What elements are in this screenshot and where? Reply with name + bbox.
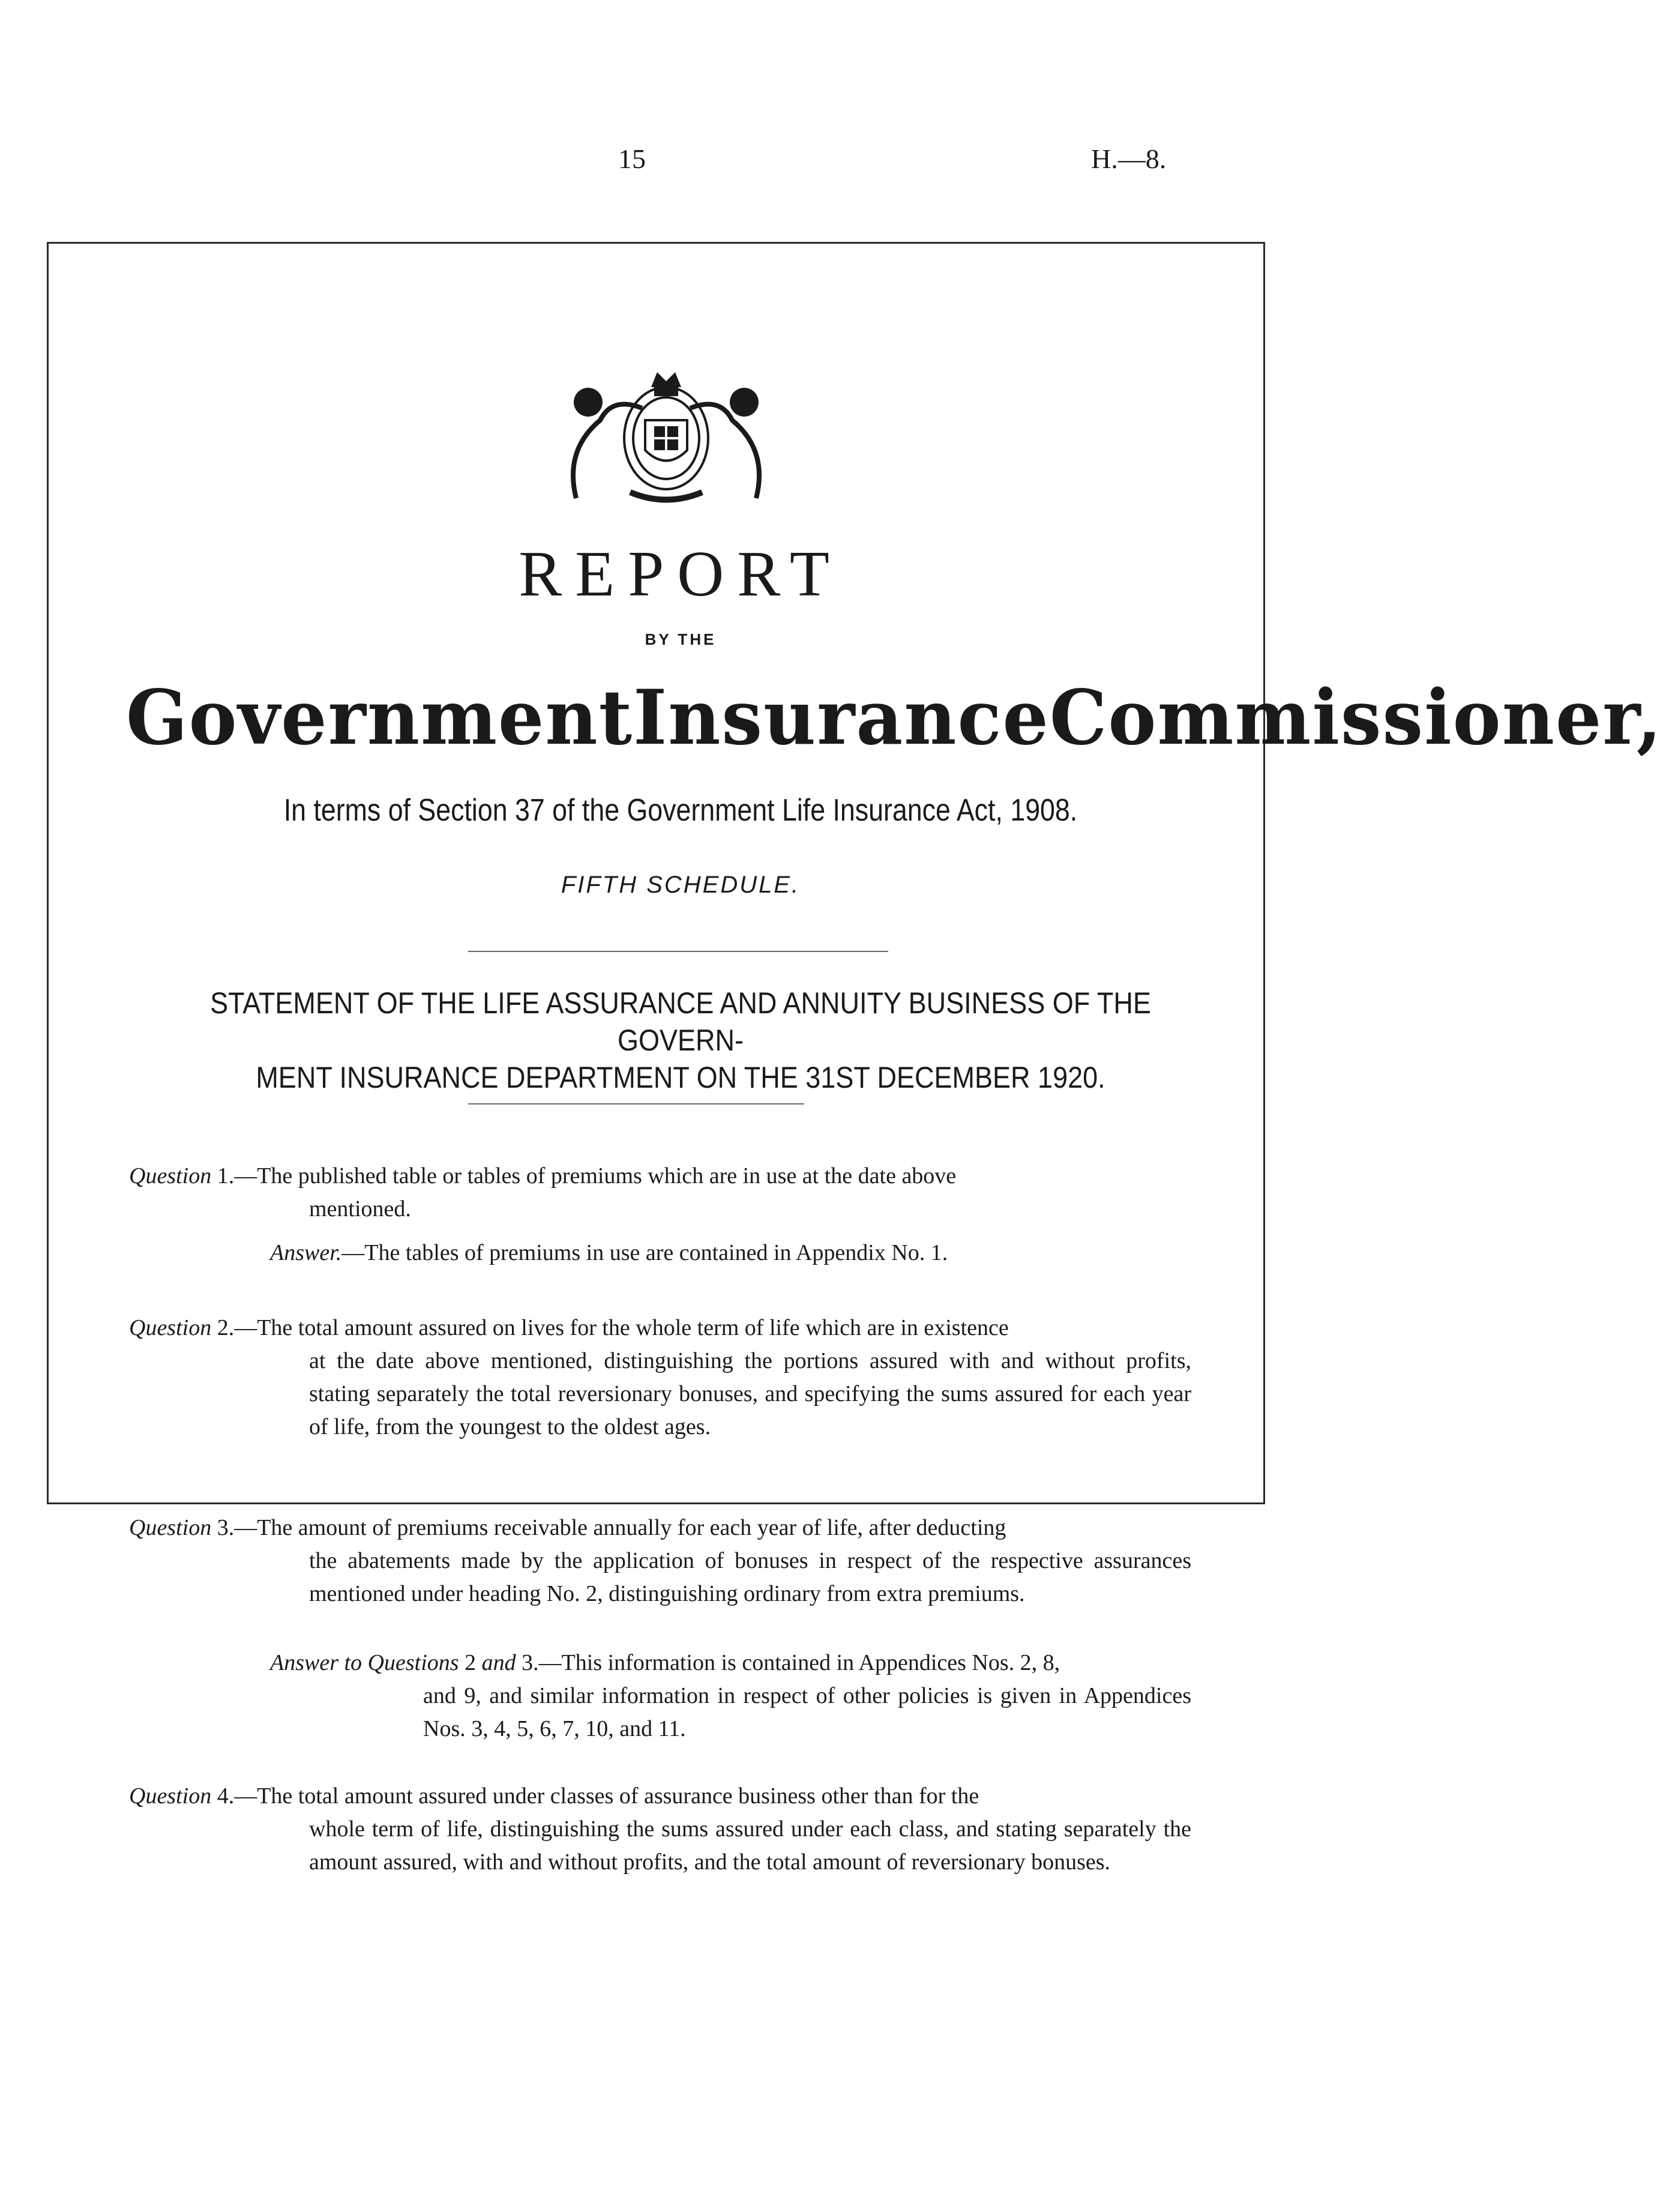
answer-label-number: 2: [465, 1650, 477, 1675]
question-text-continued: whole term of life, distinguishing the sums assured under each class, and stating separately the amount assured, with and without profits, and the total amount of reversionary bonuses.: [309, 1816, 1191, 1875]
question-text-continued: the abatements made by the application of bonuses in respect of the respective assurances mentioned under heading No. 2, distinguishing ordinary from extra premiums.: [309, 1548, 1191, 1606]
answer-label: Answer.: [270, 1240, 342, 1265]
question-label: Question: [129, 1515, 212, 1540]
question-number: 4.: [217, 1783, 235, 1809]
answer-2-and-3: [270, 1647, 1191, 1746]
question-3: [129, 1511, 1191, 1611]
by-the-label: BY THE: [645, 630, 717, 648]
divider: [468, 951, 888, 952]
question-2: [129, 1312, 1191, 1444]
statement-line-2: MENT INSURANCE DEPARTMENT ON THE 31ST DECEMBER 1920.: [256, 1061, 1105, 1094]
question-text-continued: mentioned.: [309, 1196, 411, 1222]
answer-label: Answer to Questions: [270, 1650, 459, 1675]
answer-label-number: 3.: [522, 1650, 539, 1675]
answer-text: —The tables of premiums in use are contained in Appendix No. 1.: [341, 1240, 948, 1265]
question-label: Question: [129, 1783, 212, 1809]
report-title: REPORT: [519, 538, 843, 610]
gothic-word-insurance: Insurance: [633, 672, 1050, 762]
commissioner-title: [126, 664, 1663, 771]
gothic-word-government: Government: [126, 672, 634, 762]
question-text: —The amount of premiums receivable annually for each year of life, after deducting: [234, 1515, 1006, 1540]
act-reference: In terms of Section 37 of the Government Life Insurance Act, 1908.: [283, 793, 1078, 828]
coat-of-arms-emblem: [540, 360, 792, 510]
question-text-continued: at the date above mentioned, distinguishing the portions assured with and without profits, stating separately the total reversionary bonuses, and specifying the sums assured for each year of life, from the youngest to the oldest ages.: [309, 1348, 1191, 1439]
question-number: 1.: [217, 1163, 235, 1189]
statement-line-1: STATEMENT OF THE LIFE ASSURANCE AND ANNUITY BUSINESS OF THE GOVERN-: [210, 986, 1151, 1057]
question-label: Question: [129, 1163, 212, 1189]
page-number: 15: [618, 143, 646, 174]
answer-1: [270, 1240, 948, 1266]
question-text: —The total amount assured under classes of assurance business other than for the: [234, 1783, 979, 1809]
question-1: [129, 1160, 1191, 1226]
statement-heading: [176, 984, 1185, 1096]
document-reference: H.—8.: [1091, 143, 1167, 174]
gothic-word-commissioner: Commissioner,: [1049, 672, 1663, 762]
question-label: Question: [129, 1315, 212, 1340]
question-number: 3.: [217, 1515, 235, 1540]
answer-text: —This information is contained in Appendices Nos. 2, 8,: [538, 1650, 1060, 1675]
divider: [468, 1103, 804, 1104]
question-text: —The total amount assured on lives for the whole term of life which are in existence: [234, 1315, 1009, 1340]
answer-label-and: and: [481, 1650, 516, 1675]
schedule-heading: FIFTH SCHEDULE.: [561, 872, 801, 898]
question-4: [129, 1780, 1191, 1879]
question-number: 2.: [217, 1315, 235, 1340]
answer-text-continued: and 9, and similar information in respect of other policies is given in Appendices Nos. 3, 4, 5, 6, 7, 10, and 11.: [423, 1683, 1191, 1741]
question-text: —The published table or tables of premiums which are in use at the date above: [234, 1163, 957, 1189]
